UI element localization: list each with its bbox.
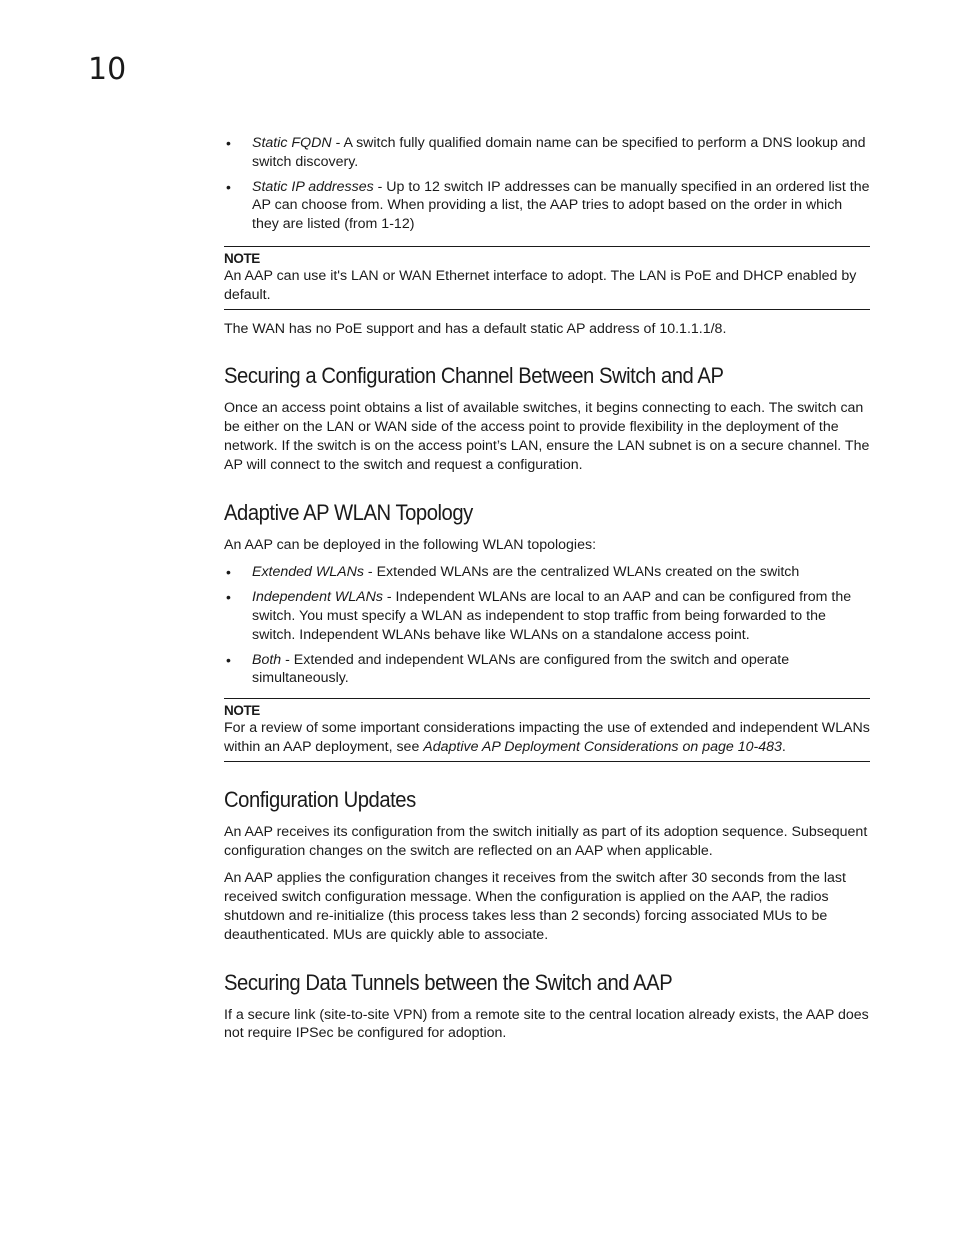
list-item: [224, 651, 870, 689]
note-box: [224, 698, 870, 762]
note-box: [224, 246, 870, 310]
bullet-icon: •: [226, 135, 231, 151]
wan-paragraph: The WAN has no PoE support and has a default static AP address of 10.1.1.1/8.: [224, 320, 727, 337]
list-item: [224, 134, 870, 172]
note-label: NOTE: [224, 250, 260, 266]
note-text: An AAP can use it's LAN or WAN Ethernet interface to adopt. The LAN is PoE and DHCP enabled by default.: [224, 267, 857, 303]
bullet-icon: •: [226, 564, 231, 581]
tunnels-paragraph: If a secure link (site-to-site VPN) from a remote site to the central location already exists, the AAP does not require IPSec be configured for adoption.: [224, 1006, 869, 1042]
list-item-text: - Extended and independent WLANs are configured from the switch and operate simultaneously.: [252, 651, 790, 687]
adoption-methods-list: [224, 134, 870, 234]
list-item: [224, 178, 870, 234]
updates-paragraph-2: An AAP applies the configuration changes it receives from the switch after 30 seconds from the last received switch configuration message. When the configuration is applied on the AAP, the radios shutdown and re-initialize (this process takes less than 2 seconds) forcing associated MUs to be deauthenticated. MUs are quickly able to associate.: [224, 870, 846, 943]
section-heading-updates: Configuration Updates: [224, 786, 416, 812]
cross-reference-link[interactable]: Adaptive AP Deployment Considerations on page 10-483: [423, 738, 782, 755]
topology-intro: An AAP can be deployed in the following WLAN topologies:: [224, 536, 597, 553]
bullet-icon: •: [226, 178, 231, 195]
list-item: [224, 588, 870, 644]
list-item-text: - Up to 12 switch IP addresses can be manually specified in an ordered list the AP can choose from. When providing a list, the AAP tries to adopt based on the order in which they are listed (from 1-12): [252, 178, 870, 233]
note-text-after: .: [781, 738, 786, 755]
list-item-text: - Independent WLANs are local to an AAP and can be configured from the switch. You must specify a WLAN as independent to stop traffic from being forwarded to the switch. Independent WLANs behave like WLANs on a standalone access point.: [252, 589, 852, 643]
page-content: [224, 134, 870, 1052]
note-text: [224, 719, 870, 757]
section-heading-secure-channel: Securing a Configuration Channel Between Switch and AP: [224, 363, 724, 389]
topology-list: [224, 563, 870, 688]
secure-channel-paragraph: Once an access point obtains a list of available switches, it begins connecting to each. The switch can be either on the LAN or WAN side of the access point to provide flexibility in the deployment of the network. If the switch is on the access point’s LAN, ensure the LAN subnet is on a secure channel. The AP will connect to the switch and request a configuration.: [224, 400, 870, 473]
updates-paragraph-1: An AAP receives its configuration from the switch initially as part of its adoption sequence. Subsequent configuration changes on the switch are reflected on an AAP when applicable.: [224, 823, 868, 859]
list-item-text: - Extended WLANs are the centralized WLANs created on the switch: [363, 564, 800, 581]
list-item-term: Independent WLANs: [252, 589, 383, 606]
note-label: NOTE: [224, 703, 260, 719]
list-item-term: Static IP addresses: [252, 178, 374, 195]
list-item: [224, 563, 870, 582]
list-item-term: Both: [252, 651, 282, 668]
list-item-text: - A switch fully qualified domain name can be specified to perform a DNS lookup and switch discovery.: [252, 135, 866, 170]
note-text-before: For a review of some important considerations impacting the use of extended and independent WLANs within an AAP deployment, see: [224, 720, 870, 755]
bullet-icon: •: [226, 651, 231, 668]
list-item-term: Extended WLANs: [252, 564, 364, 581]
bullet-icon: •: [226, 589, 231, 606]
list-item-term: Static FQDN: [252, 135, 332, 151]
section-heading-topology: Adaptive AP WLAN Topology: [224, 499, 473, 525]
chapter-number: 10: [88, 52, 127, 87]
section-heading-tunnels: Securing Data Tunnels between the Switch and AAP: [224, 969, 673, 995]
